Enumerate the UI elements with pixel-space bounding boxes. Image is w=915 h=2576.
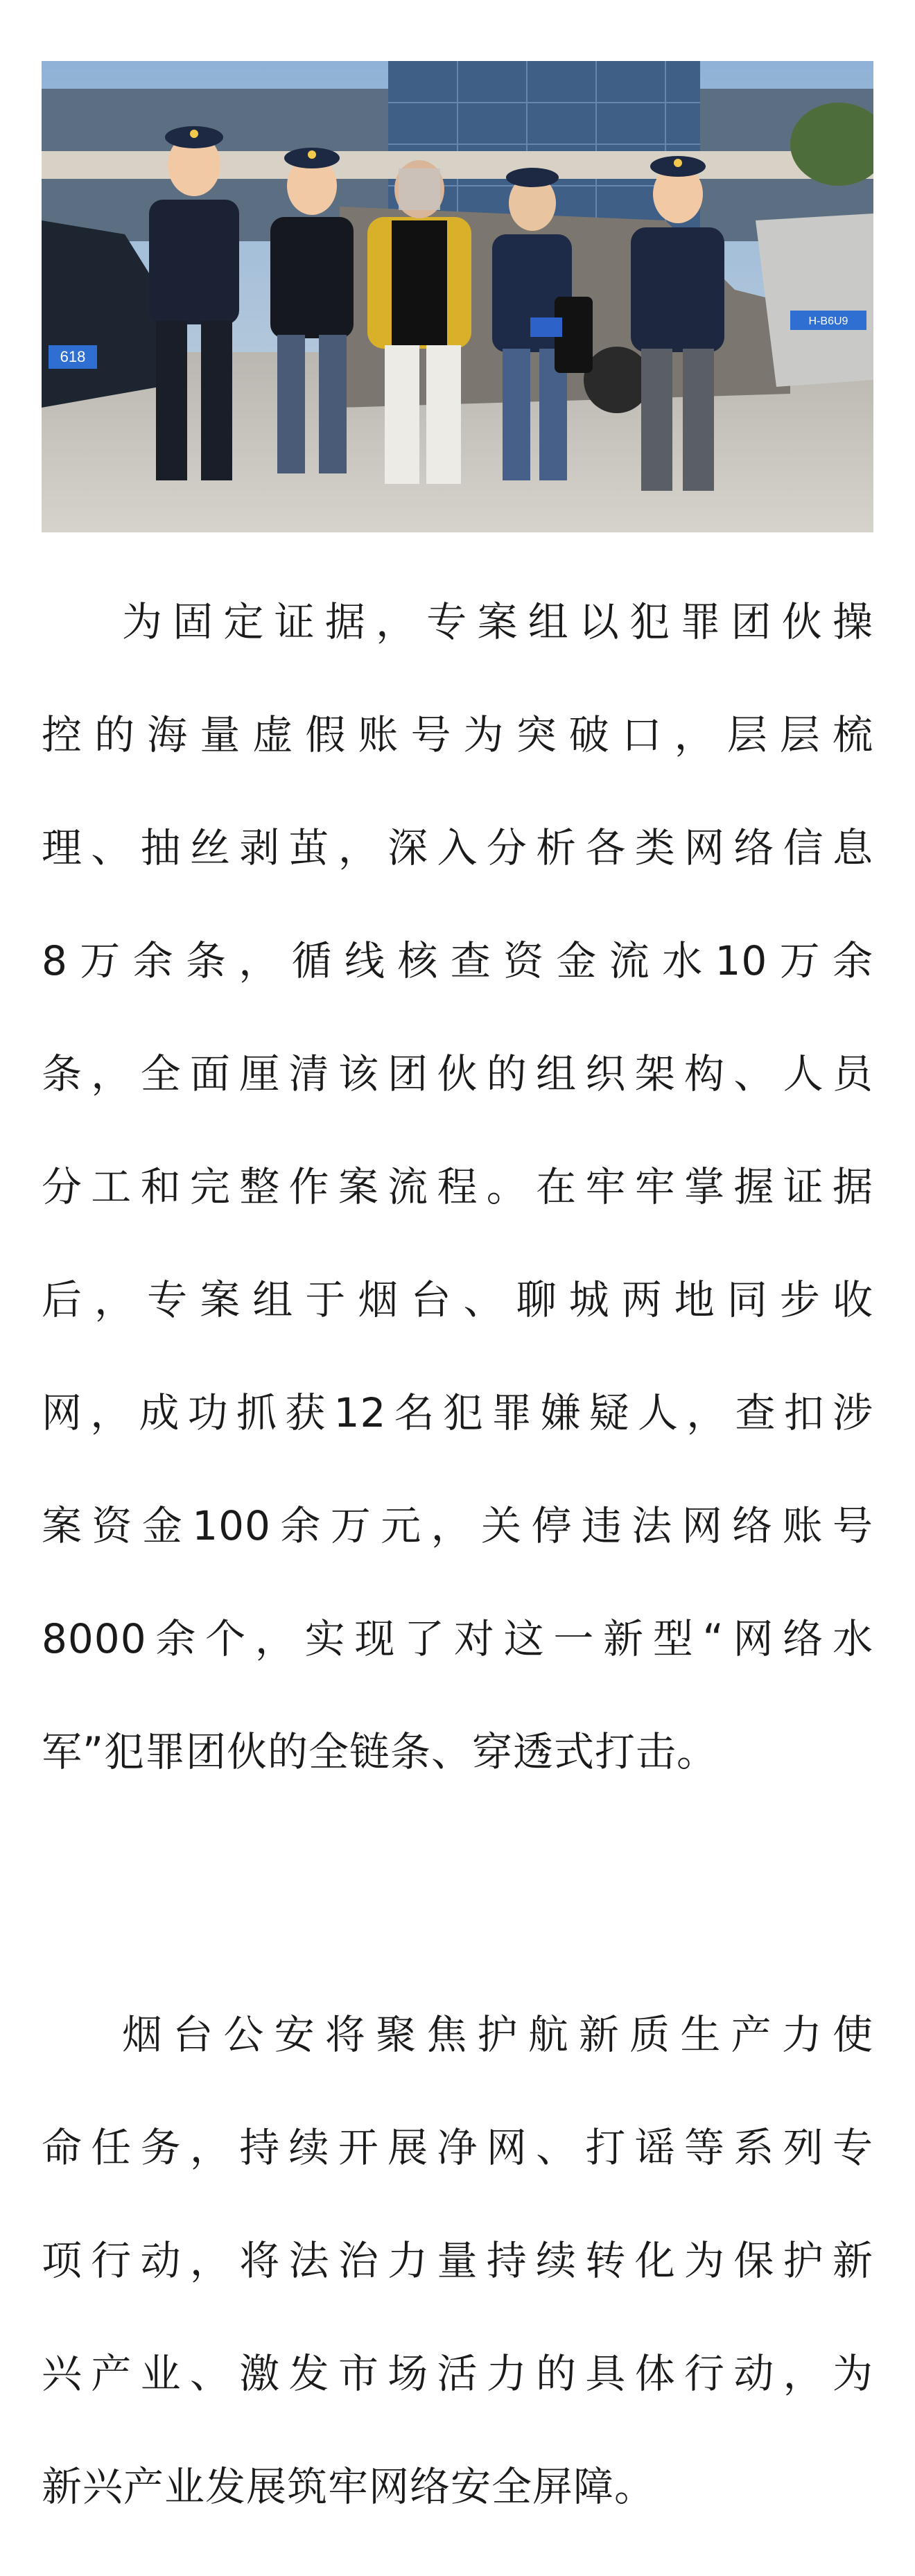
text-line: 分工和完整作案流程。在牢牢掌握证据 (42, 1163, 873, 1210)
text-line: 烟台公安将聚焦护航新质生产力使 (122, 2011, 873, 2058)
text-line: 兴产业、激发市场活力的具体行动，为 (42, 2350, 873, 2397)
plate-text-right: H-B6U9 (808, 315, 848, 327)
text-line: 条，全面厘清该团伙的组织架构、人员 (42, 1050, 873, 1097)
text-line: 新兴产业发展筑牢网络安全屏障。 (42, 2463, 656, 2510)
fence (42, 151, 873, 179)
text-line: 命任务，持续开展净网、打谣等系列专 (42, 2124, 873, 2171)
text-line: 项行动，将法治力量持续转化为保护新 (42, 2237, 873, 2284)
text-line: 后，专案组于烟台、聊城两地同步收 (42, 1276, 873, 1323)
text-line: 网，成功抓获12名犯罪嫌疑人，查扣涉 (42, 1389, 873, 1436)
text-line: 8万余条，循线核查资金流水10万余 (42, 937, 873, 984)
text-line: 理、抽丝剥茧，深入分析各类网络信息 (42, 824, 873, 871)
text-line: 案资金100余万元，关停违法网络账号 (42, 1502, 873, 1549)
plate-text-left: 618 (60, 348, 86, 365)
text-line: 控的海量虚假账号为突破口，层层梳 (42, 711, 873, 758)
text-line: 军”犯罪团伙的全链条、穿透式打击。 (42, 1728, 718, 1775)
car-wheel (584, 347, 650, 413)
photo-scene (42, 61, 873, 532)
right-car (756, 214, 873, 387)
text-line: 为固定证据，专案组以犯罪团伙操 (122, 598, 873, 645)
news-photo (42, 61, 873, 532)
text-line: 8000余个，实现了对这一新型“网络水 (42, 1615, 873, 1662)
